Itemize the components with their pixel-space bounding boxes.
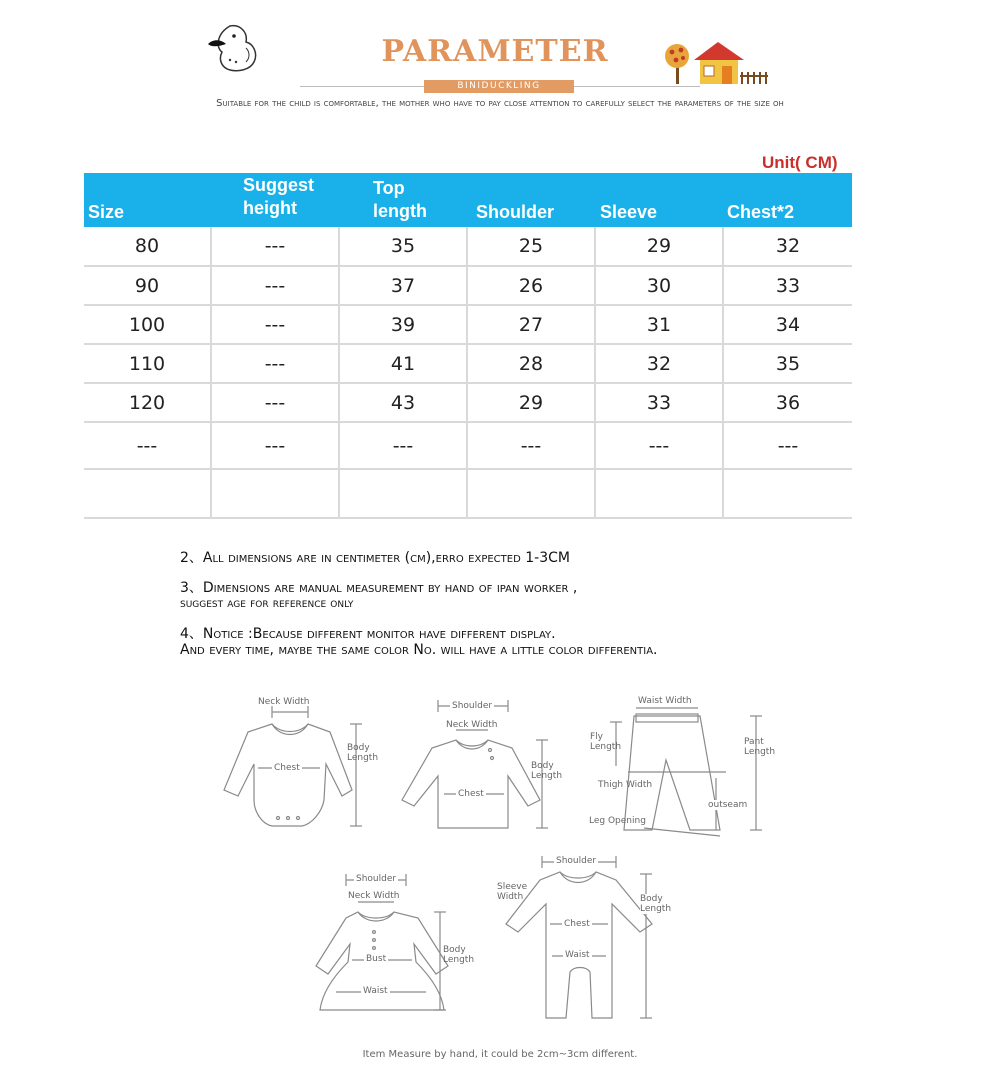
column-header: Shoulder bbox=[467, 173, 595, 227]
unit-label: Unit( CM) bbox=[762, 153, 838, 172]
table-cell: 25 bbox=[467, 227, 595, 266]
table-cell: 33 bbox=[723, 266, 852, 305]
size-table bbox=[84, 173, 852, 519]
table-cell: --- bbox=[211, 422, 339, 469]
diagram-label: Fly Length bbox=[590, 732, 622, 752]
table-cell: 31 bbox=[595, 305, 723, 344]
table-cell bbox=[339, 469, 467, 518]
table-cell: 28 bbox=[467, 344, 595, 383]
column-header: Size bbox=[84, 173, 211, 227]
diagram-label: Waist Width bbox=[638, 696, 692, 706]
header-subtitle: Suitable for the child is comfortable, the mother who have to pay close attention to carefully select the parameters of the size oh bbox=[216, 98, 784, 109]
notes-section bbox=[180, 550, 900, 658]
table-cell: 37 bbox=[339, 266, 467, 305]
diagram-label: Body Length bbox=[347, 743, 379, 763]
table-cell: --- bbox=[211, 383, 339, 422]
table-row bbox=[84, 422, 852, 469]
table-cell: 35 bbox=[339, 227, 467, 266]
brand-label: BINIDUCKLING bbox=[424, 80, 574, 93]
table-row bbox=[84, 469, 852, 518]
table-cell: 90 bbox=[84, 266, 211, 305]
duck-logo bbox=[200, 18, 262, 78]
table-row bbox=[84, 383, 852, 422]
table-cell bbox=[467, 469, 595, 518]
table-row bbox=[84, 266, 852, 305]
diagram-label: Body Length bbox=[640, 894, 672, 914]
table-cell: 27 bbox=[467, 305, 595, 344]
table-cell: 43 bbox=[339, 383, 467, 422]
table-row bbox=[84, 344, 852, 383]
dress-diagram bbox=[316, 874, 448, 1010]
diagram-label: Chest bbox=[274, 763, 300, 773]
top-diagram bbox=[402, 700, 548, 828]
diagram-label: Body Length bbox=[443, 945, 475, 965]
diagram-label: Pant Length bbox=[744, 737, 776, 757]
table-cell: 80 bbox=[84, 227, 211, 266]
table-cell bbox=[84, 469, 211, 518]
bodysuit-diagram bbox=[224, 706, 362, 826]
diagram-label: outseam bbox=[708, 800, 748, 810]
table-cell: --- bbox=[84, 422, 211, 469]
table-cell bbox=[211, 469, 339, 518]
table-cell: 35 bbox=[723, 344, 852, 383]
table-cell: 29 bbox=[595, 227, 723, 266]
column-header: Chest*2 bbox=[723, 173, 852, 227]
table-cell: --- bbox=[211, 305, 339, 344]
table-cell: --- bbox=[339, 422, 467, 469]
diagram-label: Shoulder bbox=[356, 874, 397, 884]
diagram-label: Chest bbox=[458, 789, 484, 799]
pants-diagram bbox=[610, 708, 762, 836]
diagram-label: Thigh Width bbox=[598, 780, 653, 790]
table-cell: 34 bbox=[723, 305, 852, 344]
diagram-label: Bust bbox=[366, 954, 387, 964]
table-cell: --- bbox=[723, 422, 852, 469]
table-cell: 39 bbox=[339, 305, 467, 344]
table-cell: 26 bbox=[467, 266, 595, 305]
table-cell: 32 bbox=[723, 227, 852, 266]
diagram-label: Neck Width bbox=[258, 697, 310, 707]
diagram-label: Waist bbox=[565, 950, 590, 960]
table-row bbox=[84, 227, 852, 266]
table-cell: --- bbox=[211, 344, 339, 383]
diagram-label: Waist bbox=[363, 986, 388, 996]
table-cell: 36 bbox=[723, 383, 852, 422]
table-cell: --- bbox=[211, 266, 339, 305]
column-header: Suggest height bbox=[211, 173, 339, 227]
table-cell: 33 bbox=[595, 383, 723, 422]
note-dimensions: 2、All dimensions are in centimeter (cm),erro expected 1-3CM bbox=[180, 550, 570, 566]
diagram-label: Sleeve Width bbox=[497, 882, 528, 902]
house-logo bbox=[664, 40, 772, 90]
footer-note: Item Measure by hand, it could be 2cm~3cm different. bbox=[362, 1049, 638, 1060]
column-header: Sleeve bbox=[595, 173, 723, 227]
table-cell: 100 bbox=[84, 305, 211, 344]
diagram-label: Neck Width bbox=[348, 891, 400, 901]
diagram-label: Chest bbox=[564, 919, 590, 929]
table-cell: 30 bbox=[595, 266, 723, 305]
table-cell bbox=[595, 469, 723, 518]
note-color: 4、Notice :Because different monitor have different display. And every time, maybe the same color No. will have a little color differentia. bbox=[180, 626, 658, 658]
table-cell: 29 bbox=[467, 383, 595, 422]
table-cell: 110 bbox=[84, 344, 211, 383]
table-cell: --- bbox=[595, 422, 723, 469]
diagram-label: Neck Width bbox=[446, 720, 498, 730]
table-cell: 120 bbox=[84, 383, 211, 422]
diagram-label: Leg Opening bbox=[589, 816, 646, 826]
diagram-label: Shoulder bbox=[556, 856, 597, 866]
table-header-row bbox=[84, 173, 852, 227]
table-cell bbox=[723, 469, 852, 518]
column-header: Top length bbox=[339, 173, 467, 227]
table-cell: --- bbox=[211, 227, 339, 266]
table-cell: --- bbox=[467, 422, 595, 469]
table-cell: 41 bbox=[339, 344, 467, 383]
romper-diagram bbox=[506, 856, 652, 1018]
table-row bbox=[84, 305, 852, 344]
table-cell: 32 bbox=[595, 344, 723, 383]
note-measurement: 3、Dimensions are manual measurement by hand of ipan worker , suggest age for reference only bbox=[180, 580, 578, 611]
diagram-label: Shoulder bbox=[452, 701, 493, 711]
diagram-label: Body Length bbox=[531, 761, 563, 781]
page-title: PARAMETER bbox=[381, 34, 609, 69]
